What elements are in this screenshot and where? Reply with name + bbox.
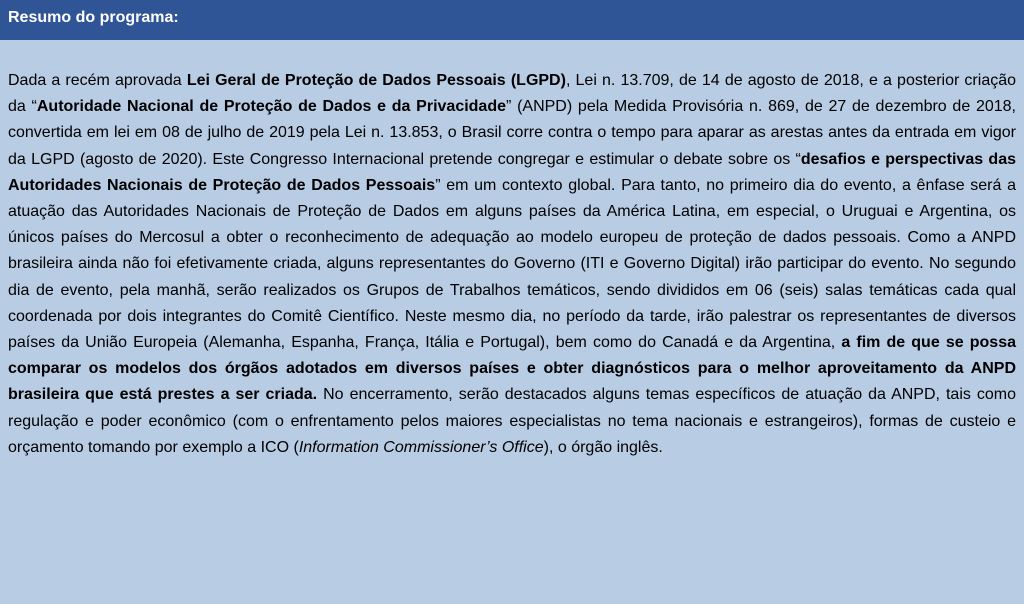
- summary-text: ” (ANPD) pela Medida Provisória n. 869, de 27 de dezembro de 2018, convertida em lei em 08 de julho de 2019 pela Lei n. 13.853, o Brasil corre contra o tempo para aparar as arestas antes da entrada em vigor da LGPD (agosto de 2020). Este Congresso Internacional pretende congregar e estimular o debate sobre os “: [8, 98, 1017, 168]
- anpd-authority-name: Autoridade Nacional de Proteção de Dados e da Privacidade: [36, 98, 507, 116]
- lgpd-law-name: Lei Geral de Proteção de Dados Pessoais (LGPD): [186, 72, 566, 89]
- comparison-goal: a fim de que se possa comparar os modelos dos órgãos adotados em diversos países e obter diagnósticos para o melhor aproveitamento da ANPD brasileira que está prestes a ser criada.: [8, 334, 1016, 404]
- summary-text: Dada a recém aprovada: [8, 72, 187, 89]
- summary-text: ” em um contexto global. Para tanto, no primeiro dia do evento, a ênfase será a atuação das Autoridades Nacionais de Proteção de Dados em alguns países da América Latina, em especial, o Uruguai e Argentina, os únicos países do Mercosul a obter o reconhecimento de adequação ao modelo europeu de proteção de dados pessoais. Como a ANPD brasileira ainda não foi efetivamente criada, alguns representantes do Governo (ITI e Governo Digital) irão participar do evento. No segundo dia de evento, pela manhã, serão realizados os Grupos de Trabalhos temáticos, sendo divididos em 06 (seis) salas temáticas cada qual coordenada por dois integrantes do Comitê Científico. Neste mesmo dia, no período da tarde, irão palestrar os representantes de diversos países da União Europeia (Alemanha, Espanha, França, Itália e Portugal), bem como do Canadá e da Argentina,: [8, 176, 1016, 352]
- summary-text: , Lei n. 13.709, de 14 de agosto de 2018, e a posterior criação da “: [8, 72, 1017, 116]
- section-header: [0, 0, 1024, 40]
- summary-paragraph: [0, 40, 1024, 461]
- summary-text: No encerramento, serão destacados alguns temas específicos de atuação da ANPD, tais como regulação e poder econômico (com o enfrentamento pelos maiores especialistas no tema nacionais e estrangeiros), formas de custeio e orçamento tomando por exemplo a ICO (: [8, 386, 1017, 456]
- summary-text: ), o órgão inglês.: [543, 438, 663, 456]
- ico-full-name: Information Commissioner’s Office: [298, 438, 544, 456]
- congress-theme: desafios e perspectivas das Autoridades Nacionais de Proteção de Dados Pessoais: [8, 150, 1016, 194]
- section-title: Resumo do programa:: [8, 9, 179, 26]
